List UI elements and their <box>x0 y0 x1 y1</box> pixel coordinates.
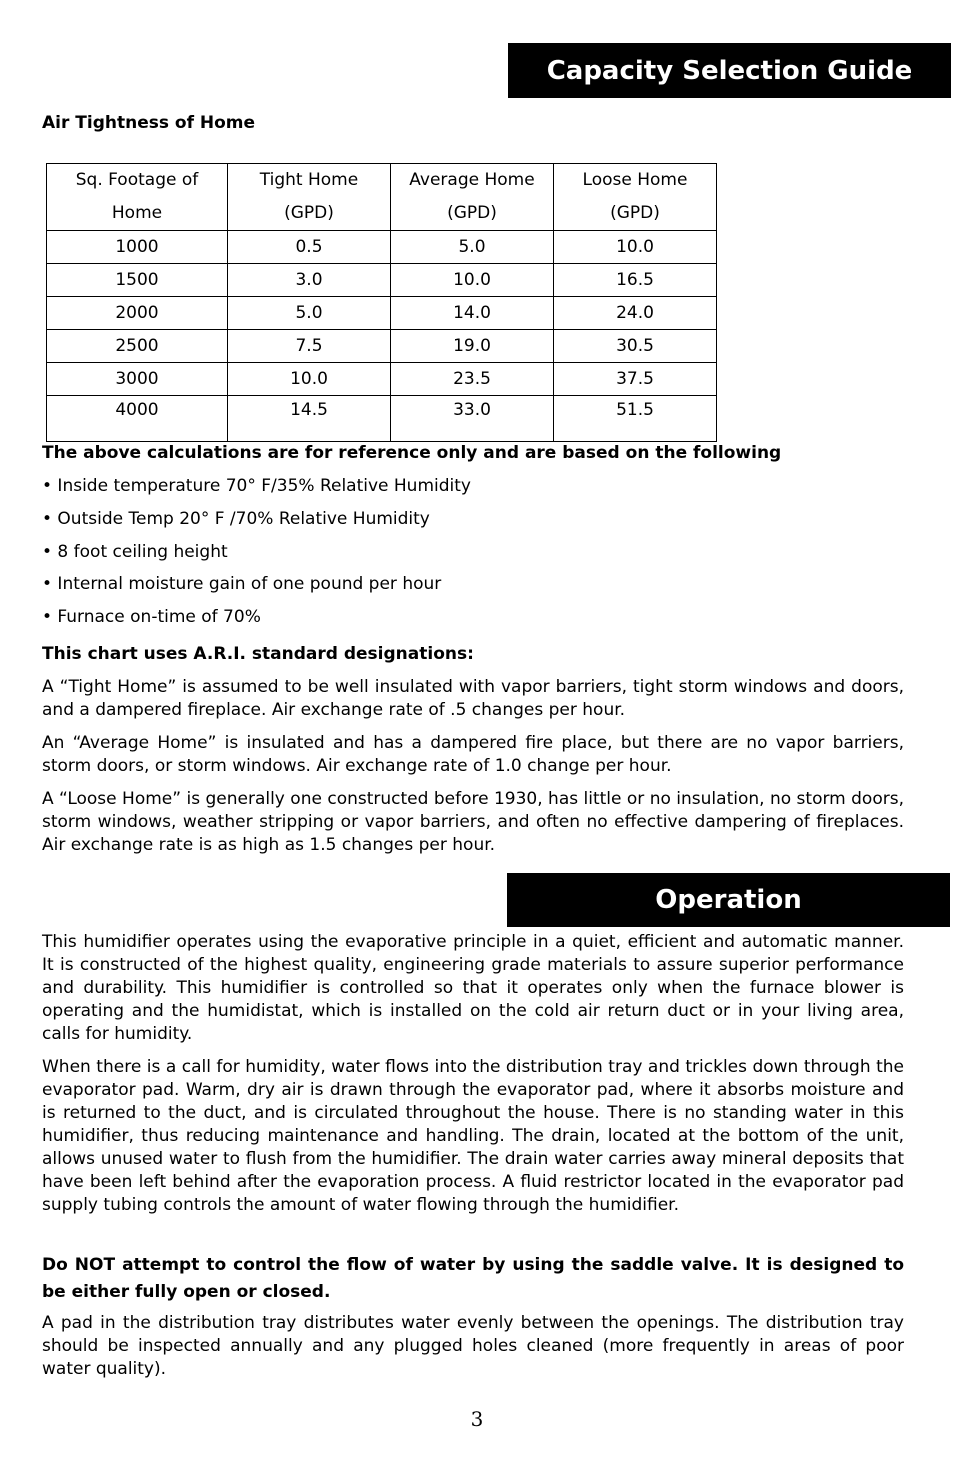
table-cell: 30.5 <box>554 330 717 363</box>
table-cell: 0.5 <box>228 231 391 264</box>
reference-note-heading: The above calculations are for reference only and are based on the following <box>42 443 782 463</box>
capacity-selection-guide-heading: Capacity Selection Guide <box>508 43 951 98</box>
table-row <box>47 264 717 297</box>
assumption-bullet-moisture: • Internal moisture gain of one pound per hour <box>42 574 442 594</box>
operation-heading: Operation <box>507 873 950 927</box>
header-sq-footage: Sq. Footage of Home <box>47 164 228 231</box>
table-cell: 19.0 <box>391 330 554 363</box>
header-average-home: Average Home (GPD) <box>391 164 554 231</box>
table-cell: 14.0 <box>391 297 554 330</box>
table-cell: 51.5 <box>554 396 717 442</box>
assumption-bullet-furnace: • Furnace on-time of 70% <box>42 607 261 627</box>
table-cell: 1500 <box>47 264 228 297</box>
table-cell: 3.0 <box>228 264 391 297</box>
table-cell: 10.0 <box>391 264 554 297</box>
table-cell: 24.0 <box>554 297 717 330</box>
table-row <box>47 396 717 442</box>
table-cell: 7.5 <box>228 330 391 363</box>
table-row <box>47 297 717 330</box>
table-row <box>47 330 717 363</box>
average-home-definition: An “Average Home” is insulated and has a dampered fire place, but there are no vapor barriers, storm doors, or storm windows. Air exchange rate of 1.0 change per hour. <box>42 733 904 776</box>
table-header-row <box>47 164 717 231</box>
table-cell: 1000 <box>47 231 228 264</box>
table-row <box>47 231 717 264</box>
assumption-bullet-outdoor-temp: • Outside Temp 20° F /70% Relative Humidity <box>42 509 430 529</box>
distribution-tray-paragraph: A pad in the distribution tray distributes water evenly between the openings. The distribution tray should be inspected annually and any plugged holes cleaned (more frequently in areas of poor water quality). <box>42 1313 904 1379</box>
page-number: 3 <box>470 1407 484 1431</box>
table-cell: 5.0 <box>228 297 391 330</box>
table-cell: 23.5 <box>391 363 554 396</box>
table-row <box>47 363 717 396</box>
loose-home-definition: A “Loose Home” is generally one constructed before 1930, has little or no insulation, no storm doors, storm windows, weather stripping or vapor barriers, and often no effective dampering of fireplaces. Air exchange rate is as high as 1.5 changes per hour. <box>42 789 904 855</box>
operation-paragraph-principle: This humidifier operates using the evaporative principle in a quiet, efficient and automatic manner. It is constructed of the highest quality, engineering grade materials to assure superior performance and durability. This humidifier is controlled so that it operates only when the furnace blower is operating and the humidistat, which is installed on the cold air return duct or in your living area, calls for humidity. <box>42 932 904 1044</box>
table-cell: 14.5 <box>228 396 391 442</box>
capacity-table <box>46 163 717 442</box>
table-cell: 4000 <box>47 396 228 442</box>
operation-paragraph-water-flow: When there is a call for humidity, water flows into the distribution tray and trickles down through the evaporator pad. Warm, dry air is drawn through the evaporator pad, where it absorbs moisture and is returned to the duct, and is circulated throughout the house. There is no standing water in this humidifier, thus reducing maintenance and handling. The drain, located at the bottom of the unit, allows unused water to flush from the humidifier. The drain water carries away mineral deposits that have been left behind after the evaporation process. A fluid restrictor located in the evaporator pad supply tubing controls the amount of water flowing through the humidifier. <box>42 1057 904 1215</box>
table-cell: 10.0 <box>554 231 717 264</box>
tight-home-definition: A “Tight Home” is assumed to be well insulated with vapor barriers, tight storm windows and doors, and a dampered fireplace. Air exchange rate of .5 changes per hour. <box>42 677 904 720</box>
table-cell: 3000 <box>47 363 228 396</box>
table-cell: 5.0 <box>391 231 554 264</box>
table-cell: 16.5 <box>554 264 717 297</box>
ari-designations-heading: This chart uses A.R.I. standard designations: <box>42 644 474 664</box>
table-cell: 2500 <box>47 330 228 363</box>
table-cell: 10.0 <box>228 363 391 396</box>
assumption-bullet-ceiling: • 8 foot ceiling height <box>42 542 228 562</box>
header-loose-home: Loose Home (GPD) <box>554 164 717 231</box>
table-cell: 2000 <box>47 297 228 330</box>
air-tightness-label: Air Tightness of Home <box>42 113 256 133</box>
assumption-bullet-indoor-temp: • Inside temperature 70° F/35% Relative Humidity <box>42 476 471 496</box>
header-tight-home: Tight Home (GPD) <box>228 164 391 231</box>
table-cell: 33.0 <box>391 396 554 442</box>
table-cell: 37.5 <box>554 363 717 396</box>
saddle-valve-warning: Do NOT attempt to control the flow of water by using the saddle valve. It is designed to be either fully open or closed. <box>42 1255 904 1302</box>
